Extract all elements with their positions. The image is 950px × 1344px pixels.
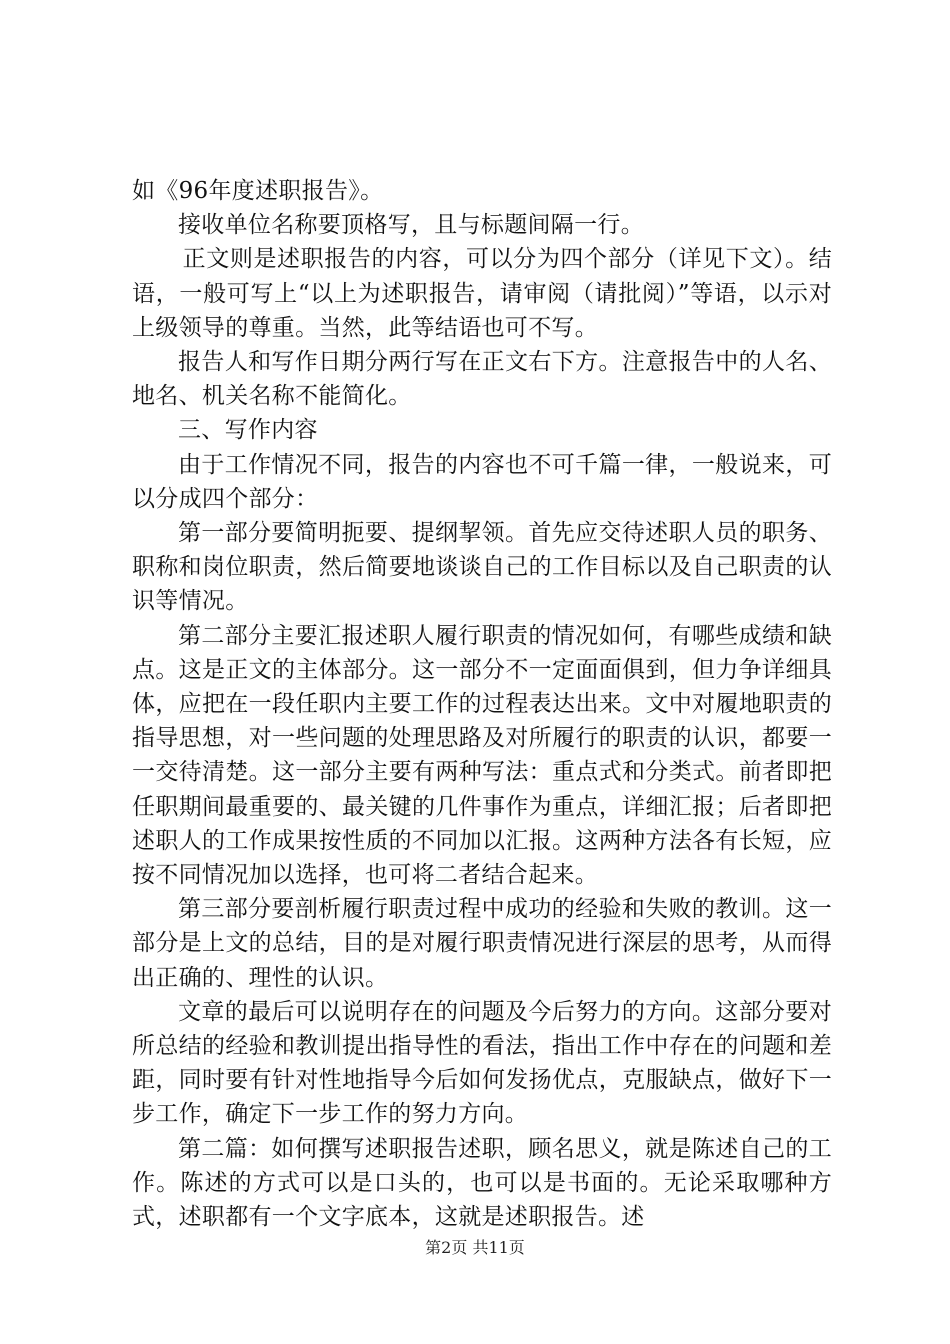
page-footer: 第2页 共11页 — [425, 1238, 525, 1257]
paragraph-1: 如《96年度述职报告》。 — [132, 178, 384, 204]
paragraph-11: 第二篇：如何撰写述职报告述职，顾名思义，就是陈述自己的工作。陈述的方式可以是口头的，也可以是书面的。无论采取哪种方式，述职都有一个文字底本，这就是述职报告。述 — [132, 1135, 832, 1231]
paragraph-2: 接收单位名称要顶格写，且与标题间隔一行。 — [178, 212, 644, 239]
paragraph-6: 由于工作情况不同，报告的内容也不可千篇一律，一般说来，可以分成四个部分： — [132, 451, 832, 512]
paragraph-3: 正文则是述职报告的内容，可以分为四个部分（详见下文）。结语，一般可写上“以上为述职报告，请审阅（请批阅）”等语，以示对上级领导的尊重。当然，此等结语也可不写。 — [132, 246, 832, 341]
section-heading: 三、写作内容 — [178, 417, 318, 444]
document-body — [132, 174, 832, 1234]
paragraph-9: 第三部分要剖析履行职责过程中成功的经验和失败的教训。这一部分是上文的总结，目的是对履行职责情况进行深层的思考，从而得出正确的、理性的认识。 — [132, 896, 832, 991]
paragraph-4: 报告人和写作日期分两行写在正文右下方。注意报告中的人名、地名、机关名称不能简化。 — [132, 349, 832, 410]
paragraph-10: 文章的最后可以说明存在的问题及今后努力的方向。这部分要对所总结的经验和教训提出指导性的看法，指出工作中存在的问题和差距，同时要有针对性地指导今后如何发扬优点，克服缺点，做好下一步工作，确定下一步工作的努力方向。 — [132, 998, 832, 1128]
paragraph-8: 第二部分主要汇报述职人履行职责的情况如何，有哪些成绩和缺点。这是正文的主体部分。这一部分不一定面面俱到，但力争详细具体，应把在一段任职内主要工作的过程表达出来。文中对履地职责的指导思想，对一些问题的处理思路及对所履行的职责的认识，都要一一交待清楚。这一部分主要有两种写法：重点式和分类式。前者即把任职期间最重要的、最关键的几件事作为重点，详细汇报；后者即把述职人的工作成果按性质的不同加以汇报。这两种方法各有长短，应按不同情况加以选择，也可将二者结合起来。 — [132, 622, 832, 889]
paragraph-7: 第一部分要简明扼要、提纲挈领。首先应交待述职人员的职务、职称和岗位职责，然后简要地谈谈自己的工作目标以及自己职责的认识等情况。 — [132, 520, 832, 615]
